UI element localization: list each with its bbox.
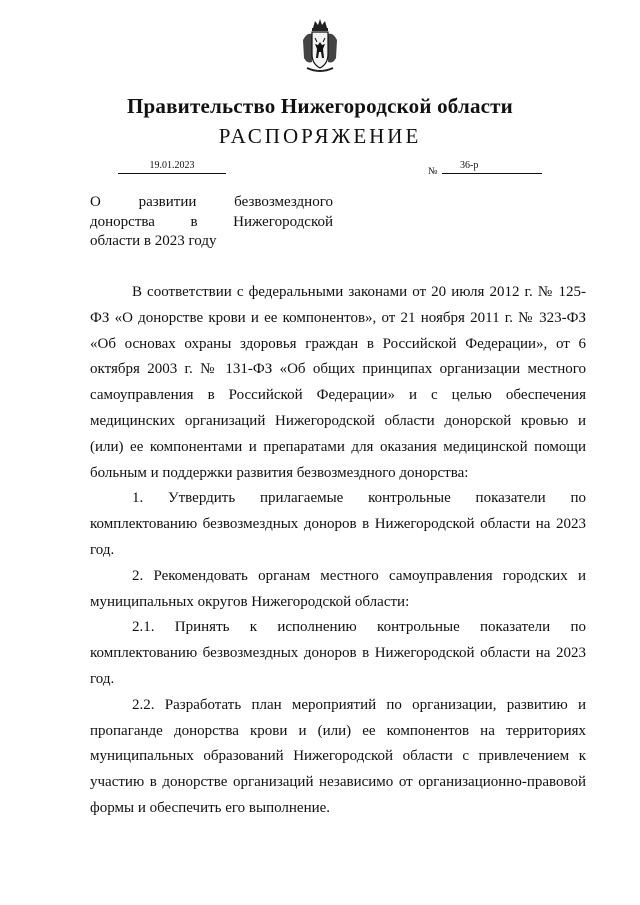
clause-2: 2. Рекомендовать органам местного самоуправления городских и муниципальных округов Нижегородской области: [90, 567, 586, 610]
coat-of-arms-icon [301, 18, 339, 74]
subject-line: донорства в Нижегородской [90, 213, 333, 230]
clause-2-2: 2.2. Разработать план мероприятий по организации, развитию и пропаганде донорства крови и (или) ее компонентов на территориях муниципальных образований Нижегородской области с привлечением к участию в донорстве организаций независимо от организационно-правовой формы и обеспечить его выполнение. [90, 696, 586, 816]
document-body [90, 280, 586, 822]
clause-1: 1. Утвердить прилагаемые контрольные показатели по комплектованию безвозмездных доноров в Нижегородской области на 2023 год. [90, 490, 586, 558]
document-subject [90, 193, 333, 252]
number-label: № [428, 166, 438, 177]
subject-line: О развитии безвозмездного [90, 194, 333, 210]
document-type: РАСПОРЯЖЕНИЕ [218, 124, 422, 148]
clause-2-1: 2.1. Принять к исполнению контрольные показатели по комплектованию безвозмездных доноров в Нижегородской области на 2023 год. [90, 619, 586, 687]
government-title: Правительство Нижегородской области [127, 94, 513, 118]
document-number: 36-р [460, 160, 479, 171]
preamble-paragraph: В соответствии с федеральными законами от 20 июля 2012 г. № 125-ФЗ «О донорстве крови и ее компонентов», от 21 ноября 2011 г. № 323-ФЗ «Об основах охраны здоровья граждан в Российской Федерации», от 6 октября 2003 г. № 131-ФЗ «Об общих принципах организации местного самоуправления в Российской Федерации» и с целью обеспечения медицинских организаций Нижегородской области донорской кровью и (или) ее компонентами и препаратами для оказания медицинской помощи больным и поддержки развития безвозмездного донорства: [90, 284, 586, 481]
document-number-field [442, 160, 542, 174]
subject-line: области в 2023 году [90, 233, 217, 249]
document-date: 19.01.2023 [118, 160, 226, 174]
